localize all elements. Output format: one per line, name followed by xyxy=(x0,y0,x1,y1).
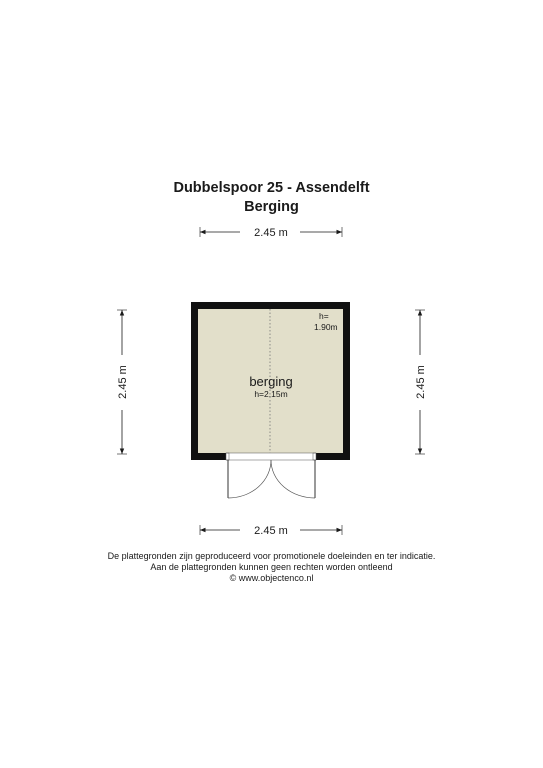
disclaimer-line-2: Aan de plattegronden kunnen geen rechten worden ontleend xyxy=(150,562,393,572)
wall-left xyxy=(191,302,198,460)
disclaimer-line-1: De plattegronden zijn geproduceerd voor promotionele doeleinden en ter indicatie. xyxy=(107,551,436,561)
floor-name: Berging xyxy=(244,199,299,215)
door-swing-left xyxy=(228,460,271,498)
slope-height-value: 1.90m xyxy=(314,322,338,332)
wall-right xyxy=(343,302,350,460)
top-dimension xyxy=(200,227,342,239)
left-dimension xyxy=(117,310,129,454)
door-threshold xyxy=(226,453,316,460)
room-height: h=2.15m xyxy=(254,389,288,399)
wall-bottom-left xyxy=(191,453,226,460)
top-dimension-label: 2.45 m xyxy=(254,227,288,239)
bottom-dimension-label: 2.45 m xyxy=(254,525,288,537)
wall-top xyxy=(191,302,350,309)
slope-height-label: h= xyxy=(319,311,329,321)
right-dimension xyxy=(415,310,427,454)
door-swing-right xyxy=(271,460,315,498)
left-dimension-label: 2.45 m xyxy=(117,365,129,399)
bottom-dimension xyxy=(200,525,342,537)
plan-title: Dubbelspoor 25 - Assendelft xyxy=(173,180,370,196)
copyright: © www.objectenco.nl xyxy=(229,573,314,583)
room-name: berging xyxy=(249,374,293,389)
double-door xyxy=(228,460,315,498)
right-dimension-label: 2.45 m xyxy=(415,365,427,399)
wall-bottom-right xyxy=(316,453,350,460)
